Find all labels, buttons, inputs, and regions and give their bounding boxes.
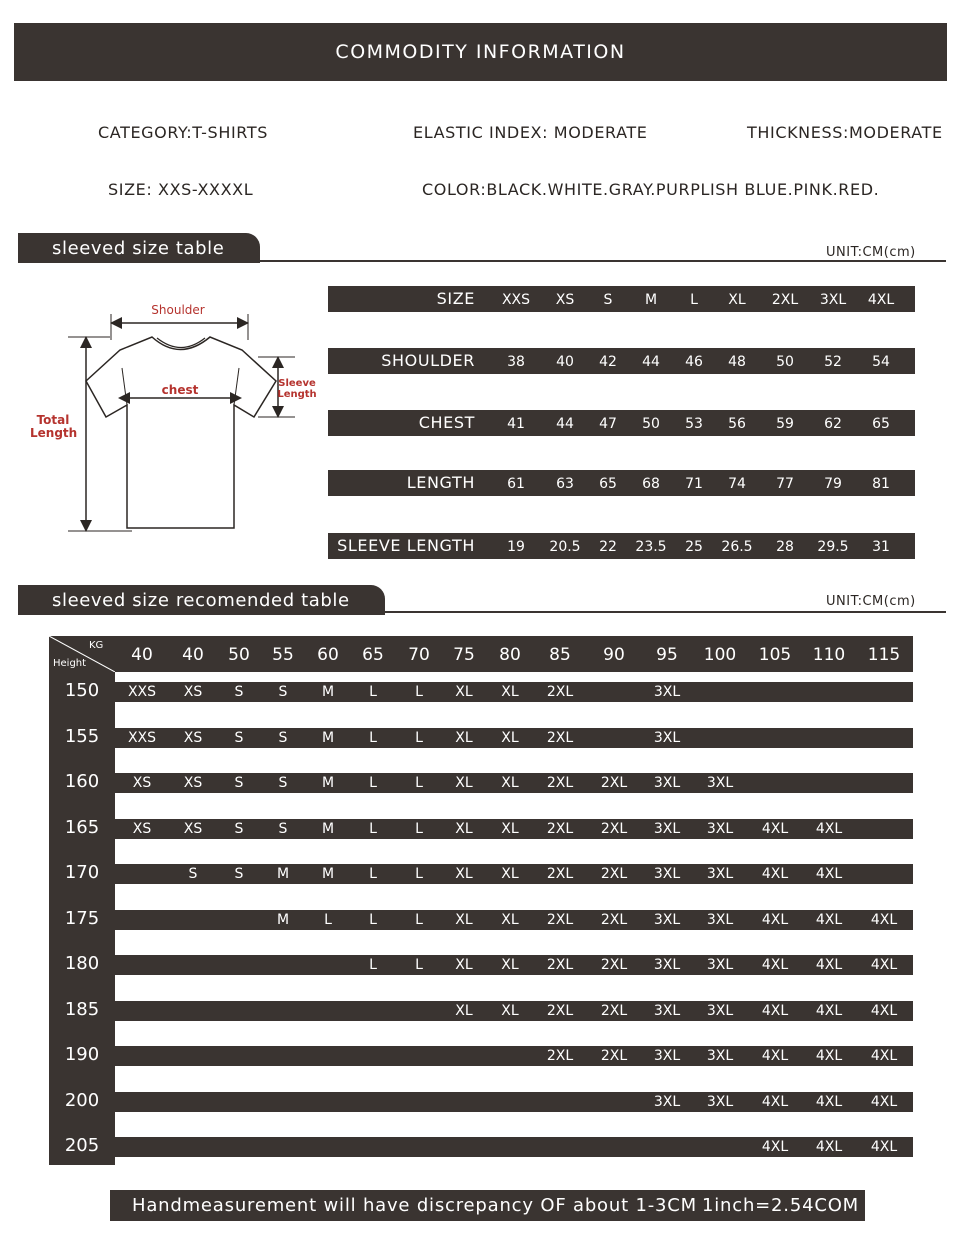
recommended-size-cell: 4XL xyxy=(870,1139,898,1155)
recommended-size-cell: L xyxy=(415,775,423,791)
commodity-info-banner xyxy=(14,23,947,81)
recommended-size-cell: XS xyxy=(132,775,152,791)
recommended-size-cell: XL xyxy=(501,821,519,837)
recommended-size-cell: XXS xyxy=(127,684,157,700)
recommended-size-cell: S xyxy=(234,684,244,700)
height-label: 190 xyxy=(64,1044,100,1065)
recommended-size-cell: 2XL xyxy=(546,684,574,700)
recommended-size-cell: 4XL xyxy=(815,957,843,973)
recommended-size-cell: L xyxy=(415,730,423,746)
recommended-size-cell: XL xyxy=(455,775,473,791)
info-category: CATEGORY:T-SHIRTS xyxy=(98,123,268,142)
recommended-size-cell: L xyxy=(415,957,423,973)
recommended-size-cell: M xyxy=(321,684,335,700)
recommended-size-cell: L xyxy=(369,912,377,928)
recommended-size-cell: L xyxy=(415,866,423,882)
recommended-size-cell: 4XL xyxy=(870,1003,898,1019)
weight-header-cell: 110 xyxy=(812,645,846,665)
size-cell: 38 xyxy=(507,354,525,370)
size-cell: 62 xyxy=(824,416,842,432)
recommended-size-cell: XL xyxy=(455,684,473,700)
recommended-size-cell: 3XL xyxy=(706,1094,734,1110)
size-cell: 2XL xyxy=(771,292,799,308)
weight-header-cell: 75 xyxy=(453,645,475,665)
height-label: 170 xyxy=(64,862,100,883)
recommended-size-cell: M xyxy=(321,821,335,837)
size-row-label: SIZE xyxy=(436,289,475,308)
size-cell: 26.5 xyxy=(721,539,753,555)
weight-header-cell: 80 xyxy=(499,645,521,665)
size-cell: 25 xyxy=(685,539,703,555)
weight-header-cell: 40 xyxy=(131,645,153,665)
recommended-size-cell: S xyxy=(234,730,244,746)
recommended-size-cell: XL xyxy=(455,957,473,973)
size-cell: 65 xyxy=(872,416,890,432)
recommended-size-cell: 3XL xyxy=(706,821,734,837)
recommended-size-cell: L xyxy=(415,912,423,928)
recommended-size-cell: 4XL xyxy=(815,866,843,882)
recommended-size-cell: 4XL xyxy=(761,1139,789,1155)
size-cell: 29.5 xyxy=(817,539,849,555)
recommended-size-cell: 3XL xyxy=(653,1048,681,1064)
recommended-size-cell: 2XL xyxy=(546,1048,574,1064)
recommended-size-cell: XL xyxy=(501,912,519,928)
recommended-size-cell: 3XL xyxy=(653,775,681,791)
recommended-size-cell: M xyxy=(321,866,335,882)
info-colors: COLOR:BLACK.WHITE.GRAY.PURPLISH BLUE.PINK.RED. xyxy=(422,180,880,199)
weight-header-cell: 60 xyxy=(317,645,339,665)
recommended-size-cell: 2XL xyxy=(600,1048,628,1064)
recommended-size-cell: XL xyxy=(501,730,519,746)
recommended-size-cell: 4XL xyxy=(761,1003,789,1019)
recommended-size-cell: M xyxy=(276,866,290,882)
recommended-size-cell: L xyxy=(369,730,377,746)
recommended-size-cell: 3XL xyxy=(706,1048,734,1064)
size-cell: 54 xyxy=(872,354,890,370)
weight-header-cell: 55 xyxy=(272,645,294,665)
size-cell: XS xyxy=(555,292,575,308)
diagram-sleeve-label xyxy=(276,378,318,400)
size-row-shoulder xyxy=(328,348,915,374)
recommended-size-cell: S xyxy=(278,730,288,746)
recommended-size-cell: M xyxy=(321,730,335,746)
info-thickness: THICKNESS:MODERATE xyxy=(747,123,943,142)
weight-header-cell: 40 xyxy=(182,645,204,665)
recommended-size-cell: XL xyxy=(501,866,519,882)
size-cell: 52 xyxy=(824,354,842,370)
recommended-size-cell: XXS xyxy=(127,730,157,746)
recommended-size-cell: 2XL xyxy=(600,957,628,973)
height-label: 180 xyxy=(64,953,100,974)
recommended-size-cell: 2XL xyxy=(546,1003,574,1019)
info-elastic-index: ELASTIC INDEX: MODERATE xyxy=(413,123,648,142)
recommended-size-cell: 3XL xyxy=(706,912,734,928)
recommended-size-cell: XL xyxy=(455,912,473,928)
recommended-size-cell: XL xyxy=(455,730,473,746)
recommended-size-cell: 4XL xyxy=(761,957,789,973)
recommended-size-cell: 3XL xyxy=(653,957,681,973)
recommended-size-cell: 4XL xyxy=(870,912,898,928)
size-cell: 22 xyxy=(599,539,617,555)
size-cell: 44 xyxy=(642,354,660,370)
recommended-table-divider xyxy=(18,611,946,613)
size-table-tab xyxy=(18,233,260,263)
diagram-shoulder-label: Shoulder xyxy=(151,303,205,317)
size-cell: 28 xyxy=(776,539,794,555)
recommended-size-cell: 3XL xyxy=(706,1003,734,1019)
size-row-label: CHEST xyxy=(418,413,475,432)
recommended-size-cell: XL xyxy=(455,866,473,882)
size-cell: 41 xyxy=(507,416,525,432)
recommended-size-cell: XS xyxy=(183,775,203,791)
size-cell: 19 xyxy=(507,539,525,555)
recommended-size-cell: S xyxy=(234,775,244,791)
size-cell: 61 xyxy=(507,476,525,492)
size-cell: M xyxy=(644,292,658,308)
recommended-size-cell: XL xyxy=(501,775,519,791)
recommended-size-cell: 3XL xyxy=(653,866,681,882)
height-label: 160 xyxy=(64,771,100,792)
size-cell: 74 xyxy=(728,476,746,492)
weight-header-cell: 70 xyxy=(408,645,430,665)
recommended-size-cell: 4XL xyxy=(815,821,843,837)
recommended-table-unit: UNIT:CM(cm) xyxy=(826,594,916,609)
height-axis-label: Height xyxy=(53,658,87,669)
info-size-range: SIZE: XXS-XXXXL xyxy=(108,180,254,199)
recommended-size-cell: 4XL xyxy=(815,1048,843,1064)
diagram-chest-label: chest xyxy=(161,383,199,397)
size-cell: L xyxy=(690,292,698,308)
size-row-length xyxy=(328,470,915,496)
recommended-size-cell: L xyxy=(369,684,377,700)
size-row-chest xyxy=(328,410,915,436)
weight-header-cell: 105 xyxy=(758,645,792,665)
recommended-size-cell: 3XL xyxy=(706,957,734,973)
size-cell: 81 xyxy=(872,476,890,492)
size-cell: 44 xyxy=(556,416,574,432)
weight-header-cell: 100 xyxy=(703,645,737,665)
size-cell: 31 xyxy=(872,539,890,555)
size-table-tab-label: sleeved size table xyxy=(52,237,225,259)
size-table-divider xyxy=(18,260,946,262)
size-table-unit: UNIT:CM(cm) xyxy=(826,245,916,260)
footer-note-bar xyxy=(110,1190,865,1221)
size-row-label: SLEEVE LENGTH xyxy=(337,536,475,555)
size-cell: 71 xyxy=(685,476,703,492)
recommended-size-cell: 3XL xyxy=(653,1094,681,1110)
size-row-label: LENGTH xyxy=(406,473,475,492)
recommended-size-cell: L xyxy=(415,684,423,700)
height-label: 165 xyxy=(64,817,100,838)
recommended-size-cell: 4XL xyxy=(815,912,843,928)
recommended-size-cell: 2XL xyxy=(546,775,574,791)
size-cell: 3XL xyxy=(819,292,847,308)
weight-header-cell: 95 xyxy=(656,645,678,665)
recommended-size-cell: XL xyxy=(455,821,473,837)
recommended-size-cell: M xyxy=(321,775,335,791)
recommended-size-cell: S xyxy=(234,866,244,882)
recommended-size-cell: 4XL xyxy=(761,1094,789,1110)
recommended-size-cell: 4XL xyxy=(761,912,789,928)
size-cell: 23.5 xyxy=(635,539,667,555)
recommended-size-cell: 2XL xyxy=(600,866,628,882)
recommended-size-cell: 3XL xyxy=(706,866,734,882)
size-cell: 79 xyxy=(824,476,842,492)
recommended-size-cell: 3XL xyxy=(653,912,681,928)
weight-header-cell: 85 xyxy=(549,645,571,665)
size-cell: 56 xyxy=(728,416,746,432)
recommended-size-cell: 4XL xyxy=(761,821,789,837)
size-cell: 50 xyxy=(642,416,660,432)
recommended-size-cell: 2XL xyxy=(600,1003,628,1019)
size-cell: 48 xyxy=(728,354,746,370)
size-cell: 20.5 xyxy=(549,539,581,555)
recommended-size-cell: XS xyxy=(132,821,152,837)
diagram-total-length-label xyxy=(30,414,76,440)
size-cell: S xyxy=(603,292,613,308)
recommended-size-cell: 3XL xyxy=(653,1003,681,1019)
recommended-size-cell: S xyxy=(188,866,198,882)
size-cell: 53 xyxy=(685,416,703,432)
recommended-size-cell: 2XL xyxy=(600,821,628,837)
size-row-size xyxy=(328,286,915,312)
recommended-size-cell: 3XL xyxy=(706,775,734,791)
recommended-size-cell: XL xyxy=(501,1003,519,1019)
recommended-size-cell: 2XL xyxy=(546,866,574,882)
recommended-size-cell: 4XL xyxy=(870,1048,898,1064)
recommended-size-cell: L xyxy=(369,821,377,837)
diagram-total-label-line1: Total xyxy=(36,413,70,427)
recommended-size-cell: 4XL xyxy=(761,866,789,882)
size-cell: 50 xyxy=(776,354,794,370)
weight-header-cell: 50 xyxy=(228,645,250,665)
size-cell: 4XL xyxy=(867,292,895,308)
size-cell: 59 xyxy=(776,416,794,432)
weight-header-cell: 115 xyxy=(867,645,901,665)
recommended-size-cell: 2XL xyxy=(546,821,574,837)
recommended-size-cell: 4XL xyxy=(815,1003,843,1019)
height-label: 185 xyxy=(64,999,100,1020)
size-cell: XL xyxy=(728,292,746,308)
recommended-size-cell: 4XL xyxy=(815,1094,843,1110)
recommended-size-cell: 2XL xyxy=(546,730,574,746)
recommended-size-cell: S xyxy=(278,821,288,837)
size-row-label: SHOULDER xyxy=(381,351,475,370)
recommended-size-cell: 4XL xyxy=(870,957,898,973)
recommended-size-cell: 2XL xyxy=(546,912,574,928)
size-cell: 42 xyxy=(599,354,617,370)
recommended-size-cell: 2XL xyxy=(600,775,628,791)
recommended-size-cell: 3XL xyxy=(653,821,681,837)
recommended-size-cell: XL xyxy=(455,1003,473,1019)
recommended-size-cell: L xyxy=(369,866,377,882)
size-cell: 77 xyxy=(776,476,794,492)
size-row-sleeve-length xyxy=(328,533,915,559)
recommended-size-cell: XL xyxy=(501,684,519,700)
height-label: 200 xyxy=(64,1090,100,1111)
recommended-size-cell: L xyxy=(324,912,332,928)
recommended-size-cell: S xyxy=(278,684,288,700)
diagram-sleeve-label-line2: Length xyxy=(277,389,317,400)
kg-axis-label: KG xyxy=(89,640,104,651)
recommended-size-cell: L xyxy=(415,821,423,837)
weight-header-cell: 65 xyxy=(362,645,384,665)
height-label: 150 xyxy=(64,680,100,701)
size-cell: 63 xyxy=(556,476,574,492)
size-cell: XXS xyxy=(501,292,531,308)
recommended-size-cell: 2XL xyxy=(546,957,574,973)
recommended-size-cell: 4XL xyxy=(815,1139,843,1155)
recommended-size-cell: XL xyxy=(501,957,519,973)
recommended-size-cell: S xyxy=(278,775,288,791)
recommended-size-cell: XS xyxy=(183,684,203,700)
recommended-size-cell: 3XL xyxy=(653,730,681,746)
height-column xyxy=(49,636,115,1165)
recommended-size-cell: XS xyxy=(183,730,203,746)
size-cell: 46 xyxy=(685,354,703,370)
recommended-size-cell: 2XL xyxy=(600,912,628,928)
recommended-size-cell: 4XL xyxy=(870,1094,898,1110)
recommended-size-cell: 4XL xyxy=(761,1048,789,1064)
recommended-size-cell: XS xyxy=(183,821,203,837)
recommended-size-cell: 3XL xyxy=(653,684,681,700)
recommended-size-cell: L xyxy=(369,775,377,791)
height-label: 175 xyxy=(64,908,100,929)
size-cell: 68 xyxy=(642,476,660,492)
recommended-size-cell: L xyxy=(369,957,377,973)
height-label: 205 xyxy=(64,1135,100,1156)
diagram-sleeve-label-line1: Sleeve xyxy=(278,378,316,389)
recommended-table-tab-label: sleeved size recomended table xyxy=(52,589,350,611)
footer-discrepancy-note: Handmeasurement will have discrepancy OF about 1-3CM xyxy=(132,1195,697,1216)
recommended-size-cell: M xyxy=(276,912,290,928)
banner-title: COMMODITY INFORMATION xyxy=(335,41,626,63)
footer-inch-conversion: 1inch=2.54COM xyxy=(702,1195,859,1216)
size-cell: 40 xyxy=(556,354,574,370)
size-cell: 65 xyxy=(599,476,617,492)
weight-header-cell: 90 xyxy=(603,645,625,665)
recommended-size-cell: S xyxy=(234,821,244,837)
height-label: 155 xyxy=(64,726,100,747)
diagram-total-label-line2: Length xyxy=(30,426,78,440)
size-cell: 47 xyxy=(599,416,617,432)
